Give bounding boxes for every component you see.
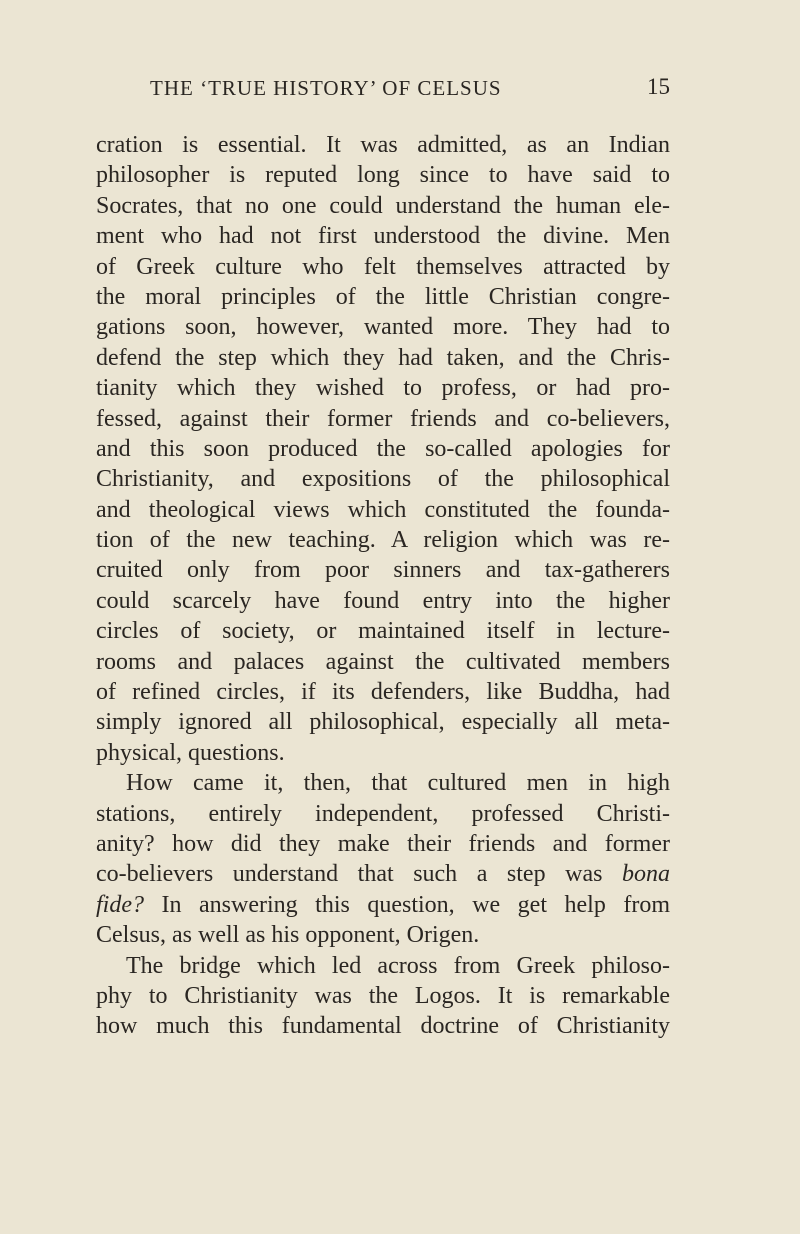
text-line: tianity which they wished to profess, or had pro- xyxy=(96,375,670,402)
text-line: cration is essential. It was admitted, as an Indian xyxy=(96,132,670,158)
italic-text: fide? xyxy=(96,891,144,918)
text-span: co-believers understand that such a step was xyxy=(96,861,603,888)
text-line xyxy=(96,859,670,889)
text-line: Celsus, as well as his opponent, Origen. xyxy=(96,922,480,949)
text-line: defend the step which they had taken, and the Chris- xyxy=(96,344,670,371)
running-head: THE ‘TRUE HISTORY’ OF CELSUS xyxy=(150,76,502,100)
text-line: how much this fundamental doctrine of Christianity xyxy=(96,1013,670,1040)
text-line: ment who had not first understood the divine. Men xyxy=(96,223,670,250)
page-header xyxy=(150,68,670,104)
page-number: 15 xyxy=(647,74,670,99)
text-span: In answering this question, we get help from xyxy=(161,891,670,918)
text-line: rooms and palaces against the cultivated members xyxy=(96,648,670,675)
text-line: philosopher is reputed long since to have said to xyxy=(96,162,670,189)
paragraph-start-line: How came it, then, that cultured men in high xyxy=(126,770,670,797)
text-line: circles of society, or maintained itself in lecture- xyxy=(96,618,670,645)
paragraph-start-line: The bridge which led across from Greek philoso- xyxy=(126,952,670,979)
text-line: anity? how did they make their friends and former xyxy=(96,830,670,857)
text-line: tion of the new teaching. A religion which was re- xyxy=(96,527,670,554)
text-line: Christianity, and expositions of the philosophical xyxy=(96,466,670,493)
text-line: simply ignored all philosophical, especially all meta- xyxy=(96,709,670,736)
text-line: stations, entirely independent, professed Christi- xyxy=(96,800,670,827)
text-line: and theological views which constituted the founda- xyxy=(96,496,670,523)
text-line: cruited only from poor sinners and tax-gatherers xyxy=(96,557,670,584)
text-line: fessed, against their former friends and co-believers, xyxy=(96,405,670,432)
text-line: the moral principles of the little Christian congre- xyxy=(96,283,670,310)
text-line: phy to Christianity was the Logos. It is remarkable xyxy=(96,982,670,1009)
text-line xyxy=(96,890,670,920)
body-text xyxy=(96,130,670,1042)
italic-text: bona xyxy=(622,861,670,888)
text-line: Socrates, that no one could understand the human ele- xyxy=(96,192,670,219)
text-line: gations soon, however, wanted more. They had to xyxy=(96,314,670,341)
text-line: physical, questions. xyxy=(96,739,285,766)
text-line: of refined circles, if its defenders, like Buddha, had xyxy=(96,679,670,706)
text-line: and this soon produced the so-called apologies for xyxy=(96,435,670,462)
text-line: of Greek culture who felt themselves attracted by xyxy=(96,253,670,280)
text-line: could scarcely have found entry into the higher xyxy=(96,587,670,614)
